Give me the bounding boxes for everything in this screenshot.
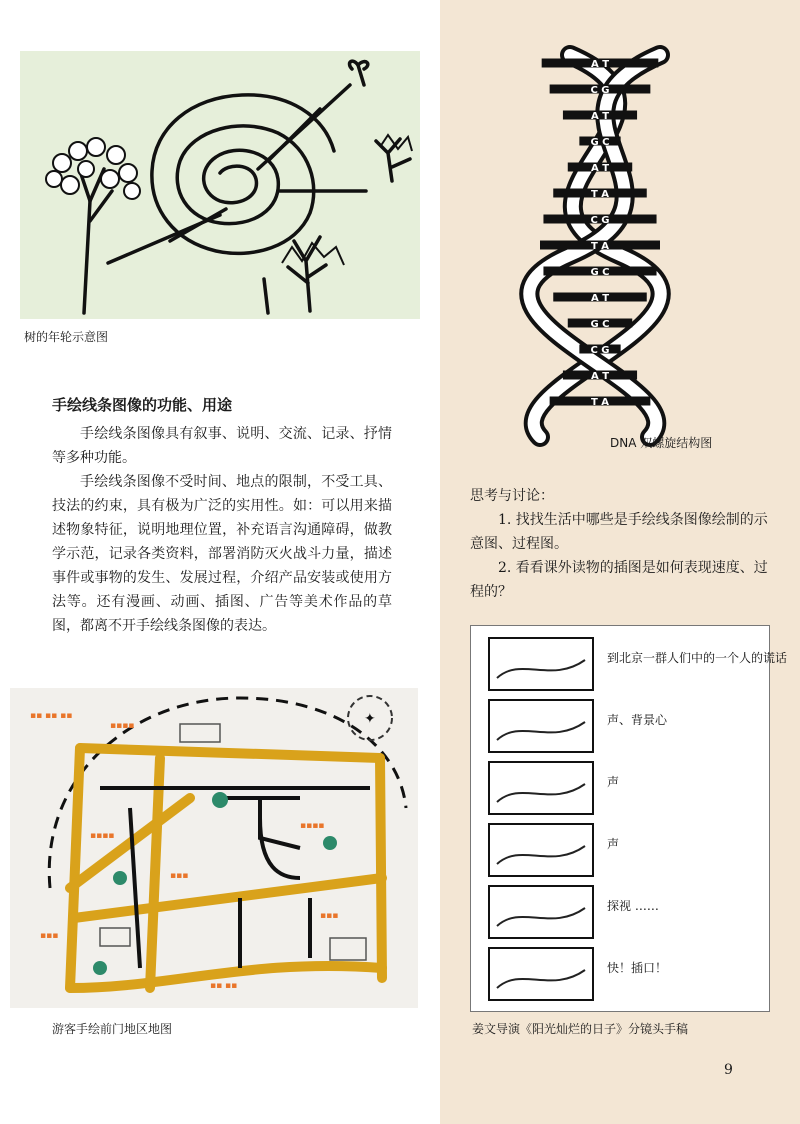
svg-text:✦: ✦ — [364, 711, 376, 727]
storyboard-note: 到北京一群人们中的一个人的谎话 — [607, 651, 788, 665]
dna-figure — [510, 45, 690, 445]
storyboard-sketch — [497, 784, 585, 802]
dna-helix-diagram — [510, 45, 690, 445]
dna-base-pair-label: A T — [590, 293, 610, 304]
storyboard-note: 声、背景心 — [607, 713, 668, 727]
dna-base-pair-label: T A — [590, 241, 610, 252]
map-figure — [10, 688, 418, 1008]
paragraph-functions: 手绘线条图像具有叙事、说明、交流、记录、抒情等多种功能。 — [52, 426, 392, 466]
dna-base-pair-label: C G — [590, 85, 610, 96]
page-number: 9 — [724, 1062, 733, 1078]
dna-base-pair-label: A T — [590, 59, 610, 70]
storyboard-figure — [470, 625, 788, 1012]
dna-caption: DNA 双螺旋结构图 — [610, 436, 713, 450]
storyboard-sketch — [497, 846, 585, 864]
svg-text:▪▪▪: ▪▪▪ — [320, 911, 339, 921]
svg-text:▪▪▪▪: ▪▪▪▪ — [90, 831, 115, 841]
storyboard-note: 探视 …… — [607, 899, 659, 913]
storyboard-sketch — [497, 908, 585, 926]
dna-base-pair-label: G C — [590, 267, 610, 278]
svg-text:▪▪▪▪: ▪▪▪▪ — [110, 721, 135, 731]
svg-text:▪▪▪▪: ▪▪▪▪ — [300, 821, 325, 831]
dna-base-pair-label: C G — [590, 215, 610, 226]
discussion-block — [470, 484, 770, 604]
storyboard-sketch — [497, 660, 585, 678]
storyboard-note: 声 — [607, 775, 620, 789]
storyboard-note: 声 — [607, 837, 620, 851]
dna-base-pair-label: A T — [590, 163, 610, 174]
section-heading: 手绘线条图像的功能、用途 — [52, 396, 233, 414]
paragraph-usage: 手绘线条图像不受时间、地点的限制，不受工具、技法的约束，具有极为广泛的实用性。如：可以用来描述物象特征，说明地理位置，补充语言沟通障碍，做教学示范，记录各类资料，部署消防灭火战斗力量，描述事件或事物的发生、发展过程，介绍产品安装或使用方法等。还有漫画、动画、插图、广告等美术作品的草图，都离不开手绘线条图像的表达。 — [52, 474, 392, 634]
discussion-question-2: 2. 看看课外读物的插图是如何表现速度、过程的？ — [470, 560, 768, 600]
tree-rings-caption: 树的年轮示意图 — [24, 330, 109, 344]
dna-base-pair-label: G C — [590, 319, 610, 330]
dna-base-pair-label: C G — [590, 345, 610, 356]
storyboard-sketch — [497, 722, 585, 740]
tree-rings-figure — [20, 51, 420, 319]
dna-base-pair-label: A T — [590, 111, 610, 122]
map-caption: 游客手绘前门地区地图 — [52, 1022, 173, 1036]
svg-text:▪▪ ▪▪: ▪▪ ▪▪ — [210, 981, 238, 991]
svg-text:▪▪▪: ▪▪▪ — [170, 871, 189, 881]
dna-base-pair-label: T A — [590, 397, 610, 408]
dna-base-pair-label: A T — [590, 371, 610, 382]
discussion-title: 思考与讨论： — [470, 488, 554, 504]
storyboard-sketch — [497, 970, 585, 988]
dna-base-pair-label: T A — [590, 189, 610, 200]
storyboard-note: 快！插口！ — [607, 961, 668, 975]
storyboard-caption: 姜文导演《阳光灿烂的日子》分镜头手稿 — [472, 1022, 689, 1036]
discussion-question-1: 1. 找找生活中哪些是手绘线条图像绘制的示意图、过程图。 — [470, 512, 768, 552]
svg-text:▪▪ ▪▪ ▪▪: ▪▪ ▪▪ ▪▪ — [30, 711, 73, 721]
svg-text:▪▪▪: ▪▪▪ — [40, 931, 59, 941]
dna-base-pair-label: G C — [590, 137, 610, 148]
